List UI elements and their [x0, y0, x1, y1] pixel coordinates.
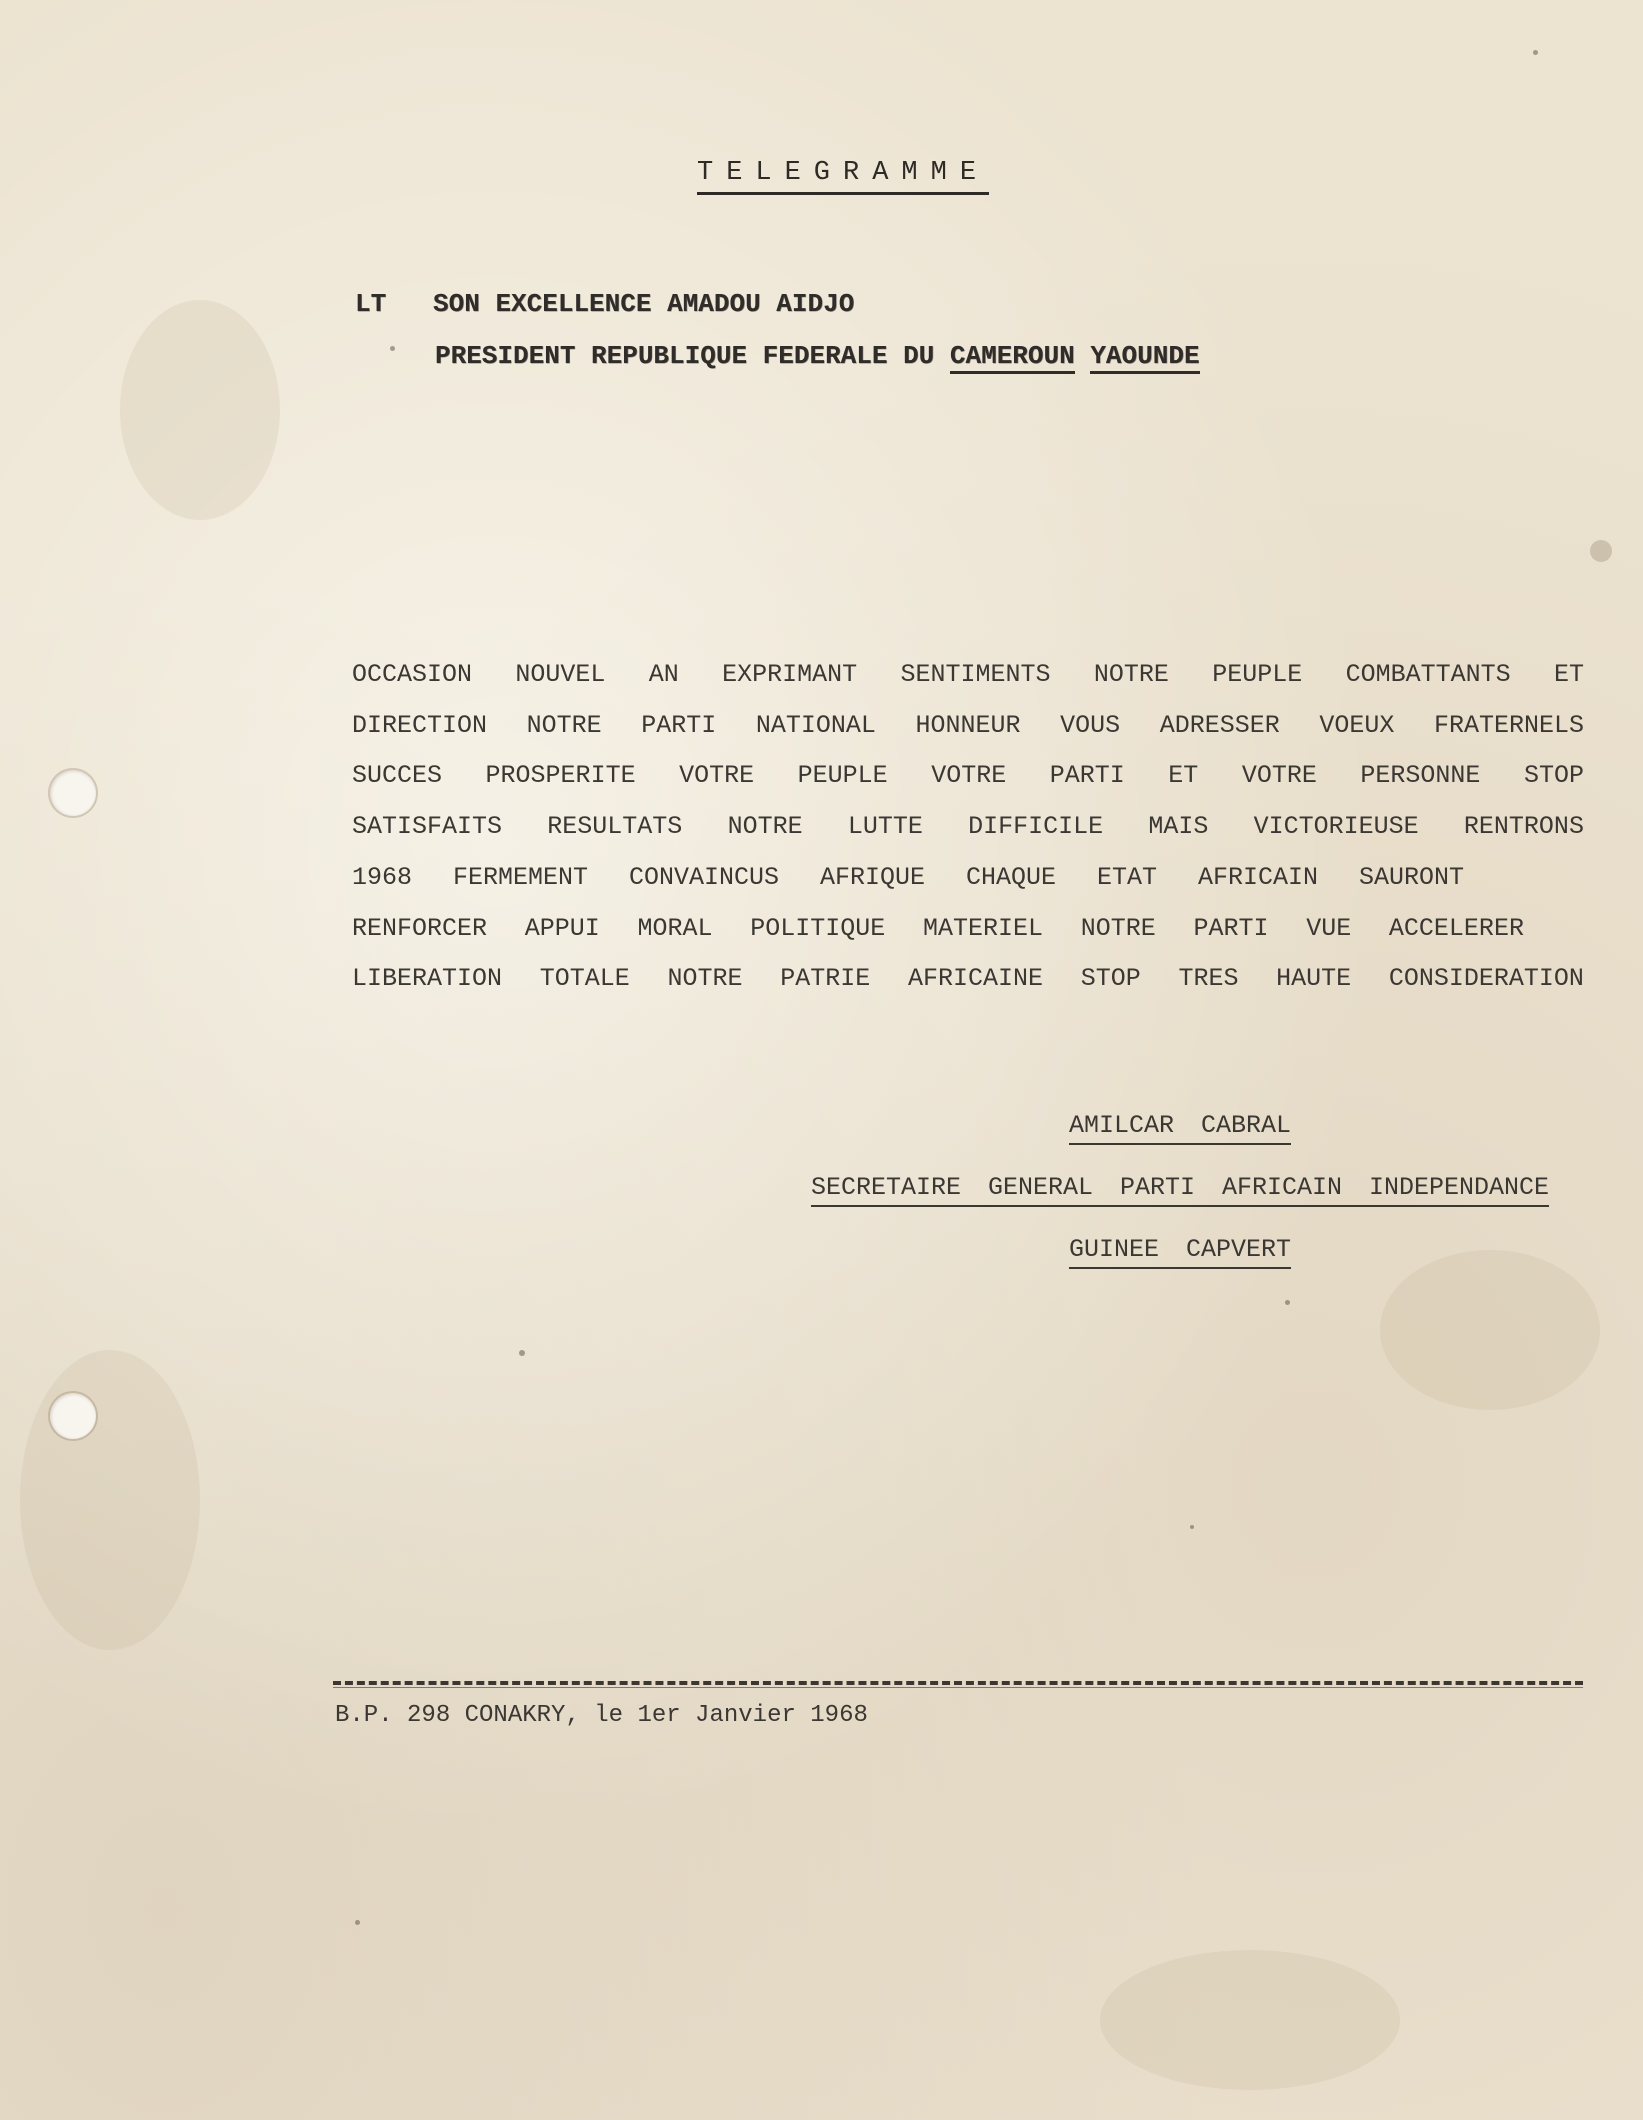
body-word: CONSIDERATION	[1388, 964, 1584, 994]
speck	[1590, 540, 1612, 562]
body-word: NOUVEL	[515, 660, 606, 689]
footer-divider-underline	[333, 1687, 1583, 1688]
body-word: MAIS	[1148, 812, 1209, 842]
body-word: ET	[1168, 761, 1199, 791]
body-word: VOUS	[1060, 710, 1121, 740]
body-word: NATIONAL	[755, 710, 876, 740]
body-word: RENFORCER	[352, 913, 488, 943]
body-word: EXPRIMANT	[722, 660, 858, 689]
body-word: LIBERATION	[352, 964, 503, 994]
body-word: AN	[648, 660, 679, 689]
paper-stain	[120, 300, 280, 520]
body-word: PERSONNE	[1360, 761, 1481, 791]
speck	[355, 1920, 360, 1925]
body-word: PARTI	[641, 710, 717, 740]
body-word: CHAQUE	[965, 862, 1056, 892]
body-word: NOTRE	[1080, 913, 1156, 943]
addressee-block	[355, 278, 1200, 382]
addressee-prefix: LT	[355, 289, 387, 319]
signature-name: AMILCAR CABRAL	[1069, 1109, 1291, 1145]
body-word: STOP	[1523, 761, 1584, 791]
signature-name-row	[770, 1100, 1590, 1162]
body-word: FRATERNELS	[1433, 710, 1584, 740]
footer-divider	[333, 1681, 1583, 1685]
body-word: VOTRE	[931, 761, 1007, 791]
body-word: VICTORIEUSE	[1253, 812, 1419, 842]
body-word: DIFFICILE	[968, 812, 1104, 842]
body-word: ET	[1553, 660, 1584, 689]
body-word: NOTRE	[526, 710, 602, 740]
signature-block	[770, 1100, 1590, 1286]
speck	[1285, 1300, 1290, 1305]
footer-address-date: B.P. 298 CONAKRY, le 1er Janvier 1968	[335, 1702, 868, 1729]
addressee-title: PRESIDENT REPUBLIQUE FEDERALE DU	[435, 341, 935, 371]
body-word: ACCELERER	[1388, 913, 1524, 943]
body-word: LUTTE	[847, 812, 923, 842]
body-word: STOP	[1080, 964, 1141, 994]
body-word: PROSPERITE	[485, 761, 636, 791]
body-word: POLITIQUE	[750, 913, 886, 943]
signature-role: SECRETAIRE GENERAL PARTI AFRICAIN INDEPENDANCE	[811, 1171, 1549, 1207]
body-word: RENTRONS	[1463, 812, 1584, 842]
body-line	[352, 954, 1584, 1005]
paper-stain	[20, 1350, 200, 1650]
body-word: MATERIEL	[922, 913, 1043, 943]
body-word: ADRESSER	[1159, 710, 1280, 740]
addressee-name: SON EXCELLENCE AMADOU AIDJO	[433, 289, 855, 319]
addressee-line-1	[355, 278, 1200, 330]
body-word: VUE	[1306, 913, 1352, 943]
body-line	[352, 802, 1584, 853]
body-word: TRES	[1178, 964, 1239, 994]
body-line	[352, 751, 1584, 802]
speck	[1190, 1525, 1194, 1529]
body-word: DIRECTION	[352, 710, 488, 740]
body-word: SATISFAITS	[352, 812, 503, 842]
body-word: COMBATTANTS	[1345, 660, 1511, 689]
telegram-body	[352, 650, 1584, 1005]
signature-region-row	[770, 1224, 1590, 1286]
body-word: AFRICAIN	[1197, 862, 1318, 892]
body-line	[352, 853, 1584, 904]
body-word: RESULTATS	[547, 812, 683, 842]
body-word: MORAL	[637, 913, 713, 943]
speck	[519, 1350, 525, 1356]
body-word: NOTRE	[667, 964, 743, 994]
addressee-line-2	[355, 330, 1200, 382]
body-word: PARTI	[1193, 913, 1269, 943]
speck	[1533, 50, 1538, 55]
punch-hole	[50, 1393, 96, 1439]
body-word: AFRICAINE	[907, 964, 1043, 994]
body-line	[352, 650, 1584, 701]
punch-hole	[50, 770, 96, 816]
body-word: OCCASION	[352, 660, 473, 689]
body-word: APPUI	[524, 913, 600, 943]
body-word: 1968	[352, 862, 413, 892]
body-line	[352, 701, 1584, 752]
signature-region: GUINEE CAPVERT	[1069, 1233, 1291, 1269]
body-word: PEUPLE	[797, 761, 888, 791]
telegram-title: TELEGRAMME	[697, 158, 989, 195]
addressee-city: YAOUNDE	[1090, 341, 1199, 374]
body-word: NOTRE	[727, 812, 803, 842]
body-word: SUCCES	[352, 761, 443, 791]
body-word: TOTALE	[539, 964, 630, 994]
body-word: PARTI	[1049, 761, 1125, 791]
body-word: ETAT	[1096, 862, 1157, 892]
body-word: HAUTE	[1276, 964, 1352, 994]
body-word: SAURONT	[1358, 862, 1464, 892]
body-word: AFRIQUE	[819, 862, 926, 892]
body-line	[352, 904, 1584, 955]
body-word: VOEUX	[1319, 710, 1395, 740]
body-word: PATRIE	[780, 964, 871, 994]
body-word: NOTRE	[1093, 660, 1169, 689]
paper-stain	[1100, 1950, 1400, 2090]
signature-role-row	[770, 1162, 1590, 1224]
body-word: FERMEMENT	[452, 862, 589, 892]
body-word: HONNEUR	[915, 710, 1021, 740]
body-word: VOTRE	[1241, 761, 1317, 791]
body-word: CONVAINCUS	[628, 862, 780, 892]
body-word: SENTIMENTS	[900, 660, 1051, 689]
addressee-country: CAMEROUN	[950, 341, 1075, 374]
body-word: VOTRE	[679, 761, 755, 791]
body-word: PEUPLE	[1212, 660, 1303, 689]
